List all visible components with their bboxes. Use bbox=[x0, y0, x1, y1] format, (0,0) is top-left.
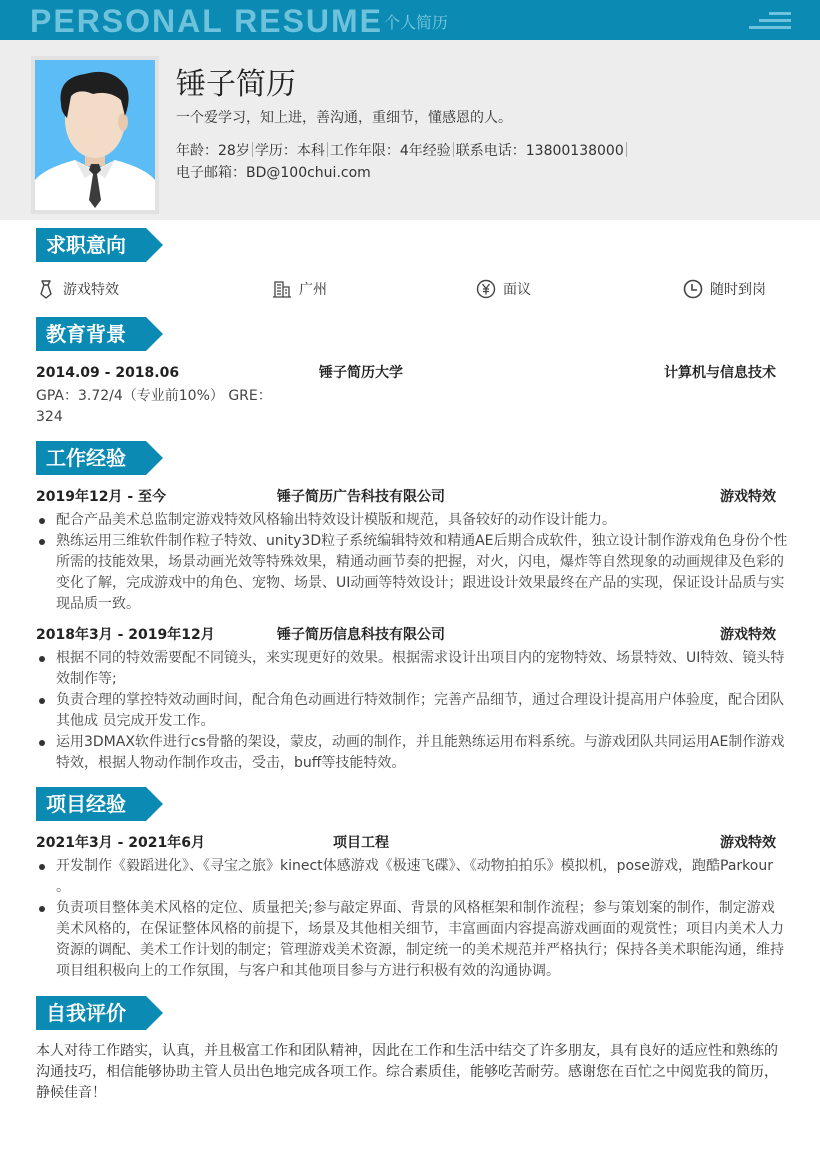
info-education: 学历：本科 bbox=[254, 143, 325, 159]
avatar bbox=[35, 60, 155, 210]
education-period: 2014.09 - 2018.06 bbox=[36, 365, 180, 381]
intent-position-label: 游戏特效 bbox=[63, 282, 119, 298]
intent-availability bbox=[683, 278, 766, 300]
self-evaluation-text: 本人对待工作踏实，认真，并且极富工作和团队精神，因此在工作和生活中结交了许多朋友，具有良好的适应性和熟练的沟通技巧，相信能够协助主管人员出色地完成各项工作。综合素质佳，能够吃苦耐劳。感谢您在百忙之中阅览我的简历，静候佳音！ bbox=[36, 1043, 778, 1101]
project-name: 项目工程 bbox=[333, 835, 389, 851]
section-title: 自我评价 bbox=[46, 1001, 126, 1025]
menu-icon[interactable] bbox=[745, 12, 791, 32]
building-icon bbox=[272, 279, 292, 299]
info-email: 电子邮箱：BD@100chui.com bbox=[176, 165, 371, 181]
candidate-info bbox=[176, 140, 656, 184]
divider bbox=[252, 142, 253, 157]
header-title-en: PERSONAL RESUME bbox=[30, 3, 384, 39]
intent-availability-label: 随时到岗 bbox=[710, 282, 766, 298]
work-role: 游戏特效 bbox=[720, 489, 776, 505]
work-period: 2018年3月 - 2019年12月 bbox=[36, 627, 215, 643]
profile-panel bbox=[0, 40, 820, 220]
info-work-years: 工作年限：4年经验 bbox=[329, 143, 451, 159]
education-row bbox=[36, 363, 776, 383]
work-bullets bbox=[36, 510, 788, 615]
info-age: 年龄：28岁 bbox=[176, 143, 250, 159]
work-company: 锤子简历广告科技有限公司 bbox=[277, 489, 445, 505]
work-row bbox=[36, 625, 776, 645]
education-school: 锤子简历大学 bbox=[319, 365, 403, 381]
project-row bbox=[36, 833, 776, 853]
list-item: 开发制作《毅蹈进化》、《寻宝之旅》kinect体感游戏《极速飞碟》、《动物拍拍乐》模拟机，pose游戏，跑酷Parkour 。 bbox=[36, 856, 788, 898]
yen-icon bbox=[476, 279, 496, 299]
intent-salary bbox=[476, 278, 531, 300]
section-title: 工作经验 bbox=[46, 446, 126, 470]
info-phone: 联系电话：13800138000 bbox=[455, 143, 624, 159]
tie-icon bbox=[36, 279, 56, 299]
section-title: 求职意向 bbox=[46, 233, 126, 257]
candidate-name: 锤子简历 bbox=[176, 67, 296, 102]
list-item: 负责项目整体美术风格的定位、质量把关;参与敲定界面、背景的风格框架和制作流程；参与策划案的制作，制定游戏美术风格的，在保证整体风格的前提下，场景及其他相关细节，丰富画面内容提高游戏画面的观赏性；项目内美术人力资源的调配、美术工作计划的制定；管理游戏美术资源，制定统一的美术规范并严格执行；保持各美术职能沟通，维持项目组积极向上的工作氛围，与客户和其他项目参与方进行积极有效的沟通协调。 bbox=[36, 898, 788, 982]
list-item: 配合产品美术总监制定游戏特效风格输出特效设计模版和规范，具备较好的动作设计能力。 bbox=[36, 510, 788, 531]
education-detail: GPA：3.72/4（专业前10%） GRE：324 bbox=[36, 388, 272, 425]
intent-city-label: 广州 bbox=[299, 282, 327, 298]
divider bbox=[453, 142, 454, 157]
avatar-frame bbox=[31, 56, 159, 214]
work-role: 游戏特效 bbox=[720, 627, 776, 643]
work-company: 锤子简历信息科技有限公司 bbox=[277, 627, 445, 643]
project-period: 2021年3月 - 2021年6月 bbox=[36, 835, 205, 851]
list-item: 根据不同的特效需要配不同镜头，来实现更好的效果。根据需求设计出项目内的宠物特效、场景特效、UI特效、镜头特效制作等; bbox=[36, 648, 788, 690]
list-item: 负责合理的掌控特效动画时间，配合角色动画进行特效制作；完善产品细节，通过合理设计提高用户体验度，配合团队其他成 员完成开发工作。 bbox=[36, 690, 788, 732]
section-title: 项目经验 bbox=[46, 792, 126, 816]
header-bar bbox=[0, 0, 820, 40]
work-period: 2019年12月 - 至今 bbox=[36, 489, 167, 505]
intent-city bbox=[272, 278, 327, 300]
education-major: 计算机与信息技术 bbox=[664, 365, 776, 381]
section-title: 教育背景 bbox=[46, 322, 126, 346]
clock-icon bbox=[683, 279, 703, 299]
intent-salary-label: 面议 bbox=[503, 282, 531, 298]
divider bbox=[327, 142, 328, 157]
list-item: 熟练运用三维软件制作粒子特效、unity3D粒子系统编辑特效和精通AE后期合成软件，独立设计制作游戏角色身份个性所需的技能效果，场景动画光效等特殊效果，精通动画节奏的把握，对火，闪电，爆炸等自然现象的动画规律及色彩的变化了解，完成游戏中的角色、宠物、场景、UI动画等特效设计；跟进设计效果最终在产品的实现，保证设计品质与实现品质一致。 bbox=[36, 531, 788, 615]
header-title-cn: 个人简历 bbox=[384, 13, 449, 32]
divider bbox=[626, 142, 627, 157]
candidate-slogan: 一个爱学习，知上进，善沟通，重细节，懂感恩的人。 bbox=[176, 110, 512, 126]
intent-position bbox=[36, 278, 119, 300]
project-bullets bbox=[36, 856, 788, 982]
project-role: 游戏特效 bbox=[720, 835, 776, 851]
work-row bbox=[36, 487, 776, 507]
work-bullets bbox=[36, 648, 788, 774]
list-item: 运用3DMAX软件进行cs骨骼的架设，蒙皮，动画的制作，并且能熟练运用布料系统。与游戏团队共同运用AE制作游戏特效，根据人物动作制作攻击，受击，buff等技能特效。 bbox=[36, 732, 788, 774]
